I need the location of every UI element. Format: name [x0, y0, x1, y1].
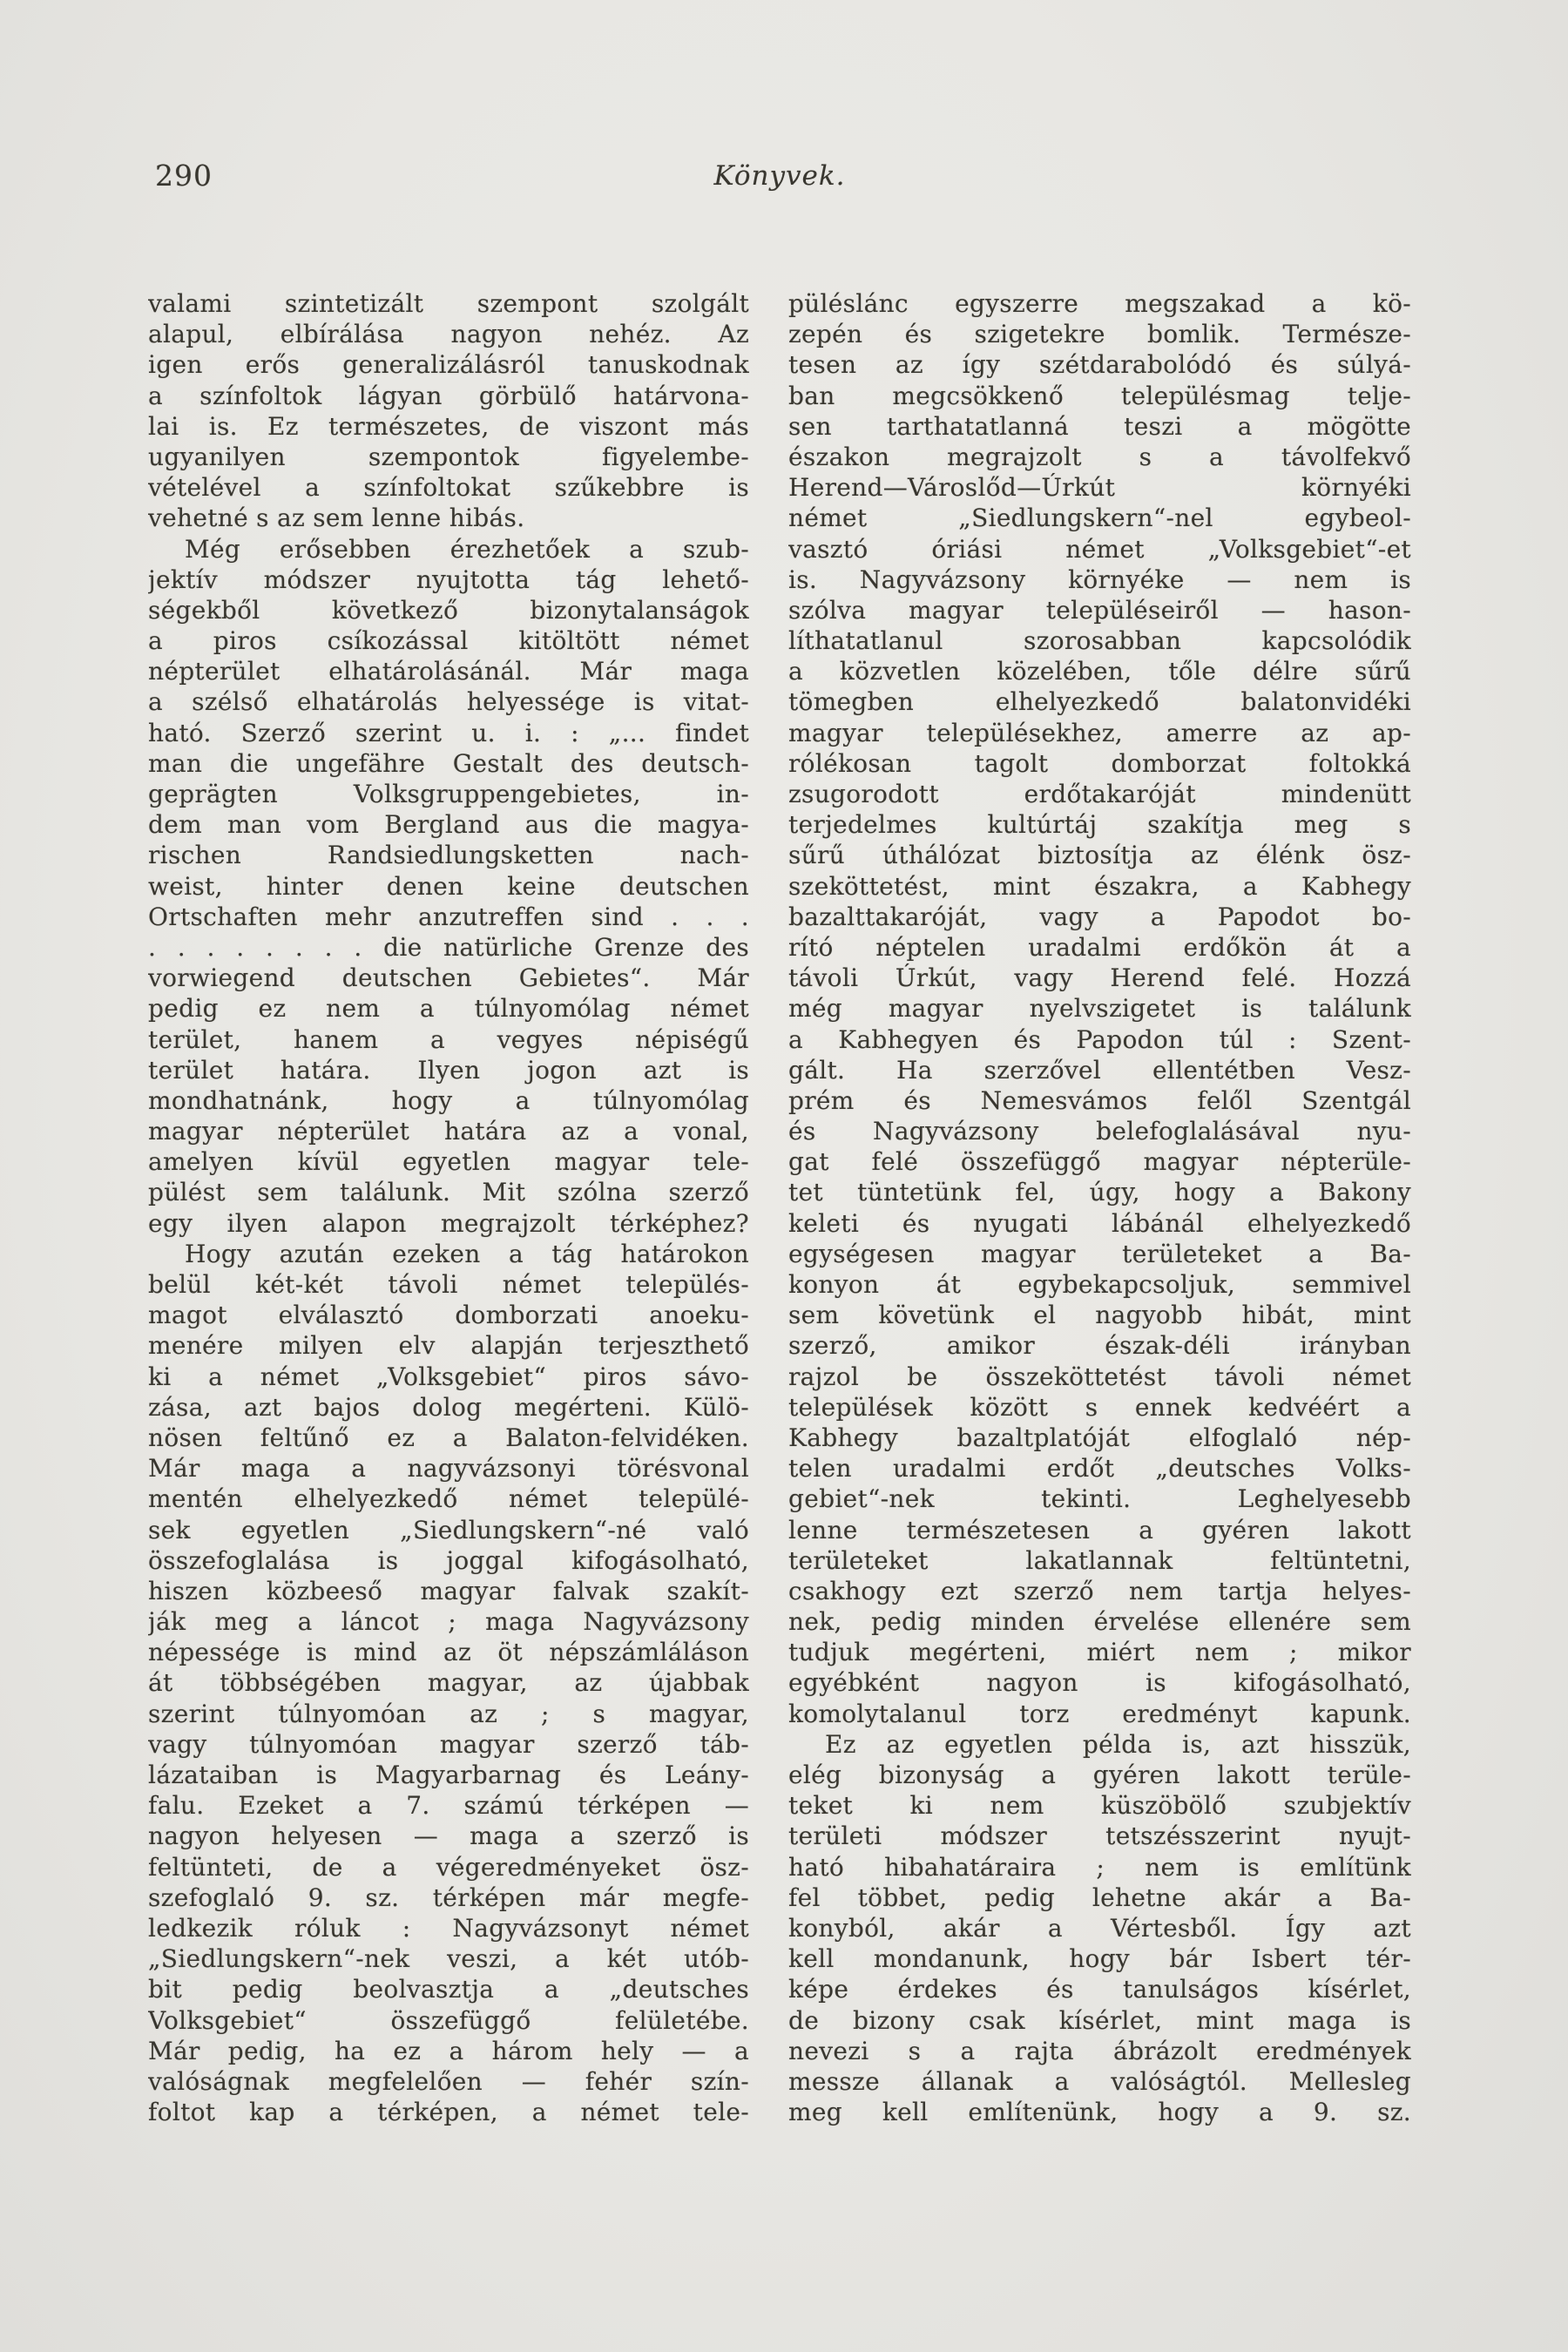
text-line: elég bizonyság a gyéren lakott terüle- — [788, 1761, 1411, 1789]
text-line: népterület elhatárolásánál. Már maga — [148, 657, 749, 686]
page-header — [148, 159, 1411, 197]
text-line: hiszen közbeeső magyar falvak szakít- — [148, 1576, 749, 1605]
text-line: man die ungefähre Gestalt des deutsch- — [148, 748, 749, 778]
text-line: lázataiban is Magyarbarnag és Leány- — [148, 1761, 749, 1789]
text-line: sűrű úthálózat biztosítja az élénk ösz- — [788, 841, 1411, 870]
text-line: szólva magyar településeiről — hason- — [788, 595, 1411, 625]
text-line: rajzol be összeköttetést távoli német — [788, 1362, 1411, 1391]
text-line: népessége is mind az öt népszámláláson — [148, 1638, 749, 1667]
text-line: szerző, amikor észak-déli irányban — [788, 1331, 1411, 1361]
text-line: gebiet“-nek tekinti. Leghelyesebb — [788, 1484, 1411, 1514]
text-line: szefoglaló 9. sz. térképen már megfe- — [148, 1882, 749, 1912]
text-line: a szélső elhatárolás helyessége is vitat- — [148, 687, 749, 717]
text-line: egységesen magyar területeket a Ba- — [788, 1239, 1411, 1268]
text-line: bazalttakaróját, vagy a Papodot bo- — [788, 902, 1411, 931]
text-line: weist, hinter denen keine deutschen — [148, 871, 749, 901]
left-column — [148, 288, 749, 2127]
text-line: magot elválasztó domborzati anoeku- — [148, 1301, 749, 1330]
text-line: meg kell említenünk, hogy a 9. sz. — [788, 2098, 1411, 2127]
text-line: összefoglalása is joggal kifogásolható, — [148, 1545, 749, 1575]
text-line: . . . . . . . . die natürliche Grenze des — [148, 932, 749, 962]
text-line: a színfoltok lágyan görbülő határvona- — [148, 381, 749, 410]
text-line: Ortschaften mehr anzutreffen sind . . . — [148, 902, 749, 931]
text-line: dem man vom Bergland aus die magya- — [148, 810, 749, 840]
text-line: Hogy azután ezeken a tág határokon — [185, 1239, 749, 1268]
text-line: líthatatlanul szorosabban kapcsolódik — [788, 626, 1411, 656]
text-line: szeköttetést, mint északra, a Kabhegy — [788, 871, 1411, 901]
text-line: német „Siedlungskern“-nel egybeol- — [788, 504, 1411, 533]
text-line: lai is. Ez természetes, de viszont más — [148, 411, 749, 441]
text-line: tudjuk megérteni, miért nem ; mikor — [788, 1638, 1411, 1667]
text-line: nek, pedig minden érvelése ellenére sem — [788, 1607, 1411, 1637]
text-line: lenne természetesen a gyéren lakott — [788, 1515, 1411, 1544]
text-line: a piros csíkozással kitöltött német — [148, 626, 749, 656]
text-line: távoli Úrkút, vagy Herend felé. Hozzá — [788, 963, 1411, 993]
text-line: nösen feltűnő ez a Balaton-felvidéken. — [148, 1423, 749, 1452]
text-line: Már maga a nagyvázsonyi törésvonal — [148, 1454, 749, 1484]
text-line: valami szintetizált szempont szolgált — [148, 289, 749, 318]
text-line: foltot kap a térképen, a német tele- — [148, 2098, 749, 2127]
text-line: területeket lakatlannak feltüntetni, — [788, 1545, 1411, 1575]
text-line: ják meg a láncot ; maga Nagyvázsony — [148, 1607, 749, 1637]
text-line: mentén elhelyezkedő német települé- — [148, 1484, 749, 1514]
text-line: jektív módszer nyujtotta tág lehető- — [148, 564, 749, 594]
text-line: ugyanilyen szempontok figyelembe- — [148, 442, 749, 471]
text-line: ségekből következő bizonytalanságok — [148, 595, 749, 625]
text-line: vorwiegend deutschen Gebietes“. Már — [148, 963, 749, 993]
text-line: Herend—Városlőd—Úrkút környéki — [788, 473, 1411, 503]
text-line: gat felé összefüggő magyar népterüle- — [788, 1147, 1411, 1177]
text-line: vételével a színfoltokat szűkebbre is — [148, 473, 749, 503]
text-line: zepén és szigetekre bomlik. Természe- — [788, 320, 1411, 349]
text-line: magyar településekhez, amerre az ap- — [788, 718, 1411, 747]
text-line: zsugorodott erdőtakaróját mindenütt — [788, 780, 1411, 808]
text-line: feltünteti, de a végeredményeket ösz- — [148, 1852, 749, 1882]
text-line: egyébként nagyon is kifogásolható, — [788, 1668, 1411, 1698]
text-line: sek egyetlen „Siedlungskern“-né való — [148, 1515, 749, 1544]
text-line: ban megcsökkenő településmag telje- — [788, 381, 1411, 410]
text-line: geprägten Volksgruppengebietes, in- — [148, 780, 749, 808]
text-line: és Nagyvázsony belefoglalásával nyu- — [788, 1117, 1411, 1146]
text-line: Ez az egyetlen példa is, azt hisszük, — [825, 1729, 1411, 1759]
text-line: Még erősebben érezhetőek a szub- — [185, 534, 749, 564]
text-line: Kabhegy bazaltplatóját elfoglaló nép- — [788, 1423, 1411, 1452]
text-line: valóságnak megfelelően — fehér szín- — [148, 2066, 749, 2096]
text-line: pedig ez nem a túlnyomólag német — [148, 994, 749, 1024]
text-line: belül két-két távoli német település- — [148, 1270, 749, 1299]
text-line: nevezi s a rajta ábrázolt eredmények — [788, 2036, 1411, 2065]
text-line: komolytalanul torz eredményt kapunk. — [788, 1699, 1411, 1728]
text-line: ható hibahatáraira ; nem is említünk — [788, 1852, 1411, 1882]
text-line: rólékosan tagolt domborzat foltokká — [788, 748, 1411, 778]
text-line: képe érdekes és tanulságos kísérlet, — [788, 1975, 1411, 2004]
text-line: még magyar nyelvszigetet is találunk — [788, 994, 1411, 1024]
text-line: rító néptelen uradalmi erdőkön át a — [788, 932, 1411, 962]
text-line: igen erős generalizálásról tanuskodnak — [148, 350, 749, 380]
text-line: konyon át egybekapcsoljuk, semmivel — [788, 1270, 1411, 1299]
page-number: 290 — [155, 159, 213, 193]
text-line: csakhogy ezt szerző nem tartja helyes- — [788, 1576, 1411, 1605]
right-column — [788, 288, 1411, 2127]
text-line: sen tarthatatlanná teszi a mögötte — [788, 411, 1411, 441]
text-line: kell mondanunk, hogy bár Isbert tér- — [788, 1944, 1411, 1974]
text-columns — [148, 288, 1411, 2127]
text-line: ledkezik róluk : Nagyvázsonyt német — [148, 1913, 749, 1943]
text-line: keleti és nyugati lábánál elhelyezkedő — [788, 1208, 1411, 1238]
text-line: falu. Ezeket a 7. számú térképen — — [148, 1791, 749, 1821]
text-line: messze állanak a valóságtól. Mellesleg — [788, 2066, 1411, 2096]
text-line: gált. Ha szerzővel ellentétben Vesz- — [788, 1055, 1411, 1085]
text-line: nagyon helyesen — maga a szerző is — [148, 1821, 749, 1851]
text-line: vehetné s az sem lenne hibás. — [148, 504, 525, 533]
text-line: sem követünk el nagyobb hibát, mint — [788, 1301, 1411, 1330]
text-line: terület határa. Ilyen jogon azt is — [148, 1055, 749, 1085]
text-line: konyból, akár a Vértesből. Így azt — [788, 1913, 1411, 1943]
text-line: menére milyen elv alapján terjeszthető — [148, 1331, 749, 1361]
text-line: zása, azt bajos dolog megérteni. Külö- — [148, 1392, 749, 1422]
text-line: fel többet, pedig lehetne akár a Ba- — [788, 1882, 1411, 1912]
text-line: Volksgebiet“ összefüggő felületébe. — [148, 2005, 749, 2035]
text-line: amelyen kívül egyetlen magyar tele- — [148, 1147, 749, 1177]
running-title: Könyvek. — [713, 160, 846, 192]
text-line: át többségében magyar, az újabbak — [148, 1668, 749, 1698]
text-line: püléslánc egyszerre megszakad a kö- — [788, 289, 1411, 318]
text-line: tet tüntetünk fel, úgy, hogy a Bakony — [788, 1178, 1411, 1207]
text-line: tesen az így szétdarabolódó és súlyá- — [788, 350, 1411, 380]
text-line: vagy túlnyomóan magyar szerző táb- — [148, 1729, 749, 1759]
text-line: teket ki nem küszöbölő szubjektív — [788, 1791, 1411, 1821]
text-line: szerint túlnyomóan az ; s magyar, — [148, 1699, 749, 1728]
text-line: területi módszer tetszésszerint nyujt- — [788, 1821, 1411, 1851]
text-line: Már pedig, ha ez a három hely — a — [148, 2036, 749, 2065]
text-line: alapul, elbírálása nagyon nehéz. Az — [148, 320, 749, 349]
text-line: ható. Szerző szerint u. i. : „... findet — [148, 718, 749, 747]
text-line: ki a német „Volksgebiet“ piros sávo- — [148, 1362, 749, 1391]
text-line: a közvetlen közelében, tőle délre sűrű — [788, 657, 1411, 686]
text-line: magyar népterület határa az a vonal, — [148, 1117, 749, 1146]
text-line: mondhatnánk, hogy a túlnyomólag — [148, 1085, 749, 1115]
text-line: települések között s ennek kedvéért a — [788, 1392, 1411, 1422]
text-line: prém és Nemesvámos felől Szentgál — [788, 1085, 1411, 1115]
text-line: vasztó óriási német „Volksgebiet“-et — [788, 534, 1411, 564]
text-line: pülést sem találunk. Mit szólna szerző — [148, 1178, 749, 1207]
text-line: északon megrajzolt s a távolfekvő — [788, 442, 1411, 471]
text-line: de bizony csak kísérlet, mint maga is — [788, 2005, 1411, 2035]
text-line: telen uradalmi erdőt „deutsches Volks- — [788, 1454, 1411, 1484]
text-line: „Siedlungskern“-nek veszi, a két utób- — [148, 1944, 749, 1974]
text-line: tömegben elhelyezkedő balatonvidéki — [788, 687, 1411, 717]
text-line: terület, hanem a vegyes népiségű — [148, 1024, 749, 1054]
text-line: bit pedig beolvasztja a „deutsches — [148, 1975, 749, 2004]
text-line: terjedelmes kultúrtáj szakítja meg s — [788, 810, 1411, 840]
text-line: a Kabhegyen és Papodon túl : Szent- — [788, 1024, 1411, 1054]
text-line: is. Nagyvázsony környéke — nem is — [788, 564, 1411, 594]
text-line: egy ilyen alapon megrajzolt térképhez? — [148, 1208, 749, 1238]
text-line: rischen Randsiedlungsketten nach- — [148, 841, 749, 870]
